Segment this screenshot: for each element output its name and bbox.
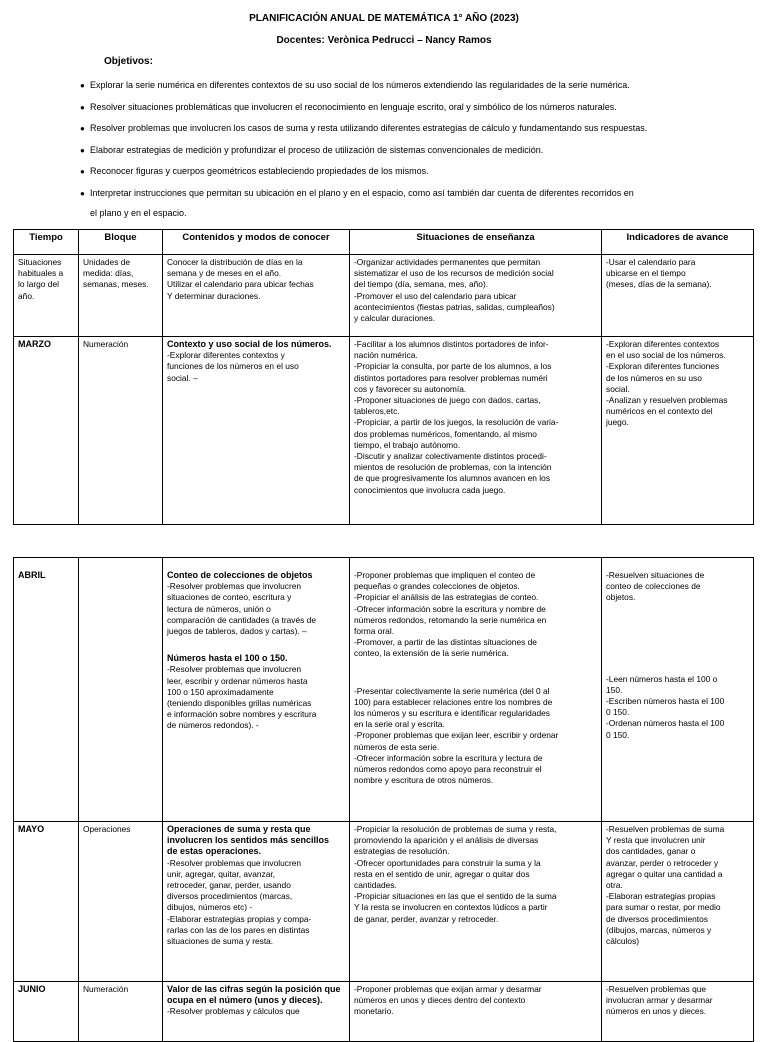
cell-text: -Facilitar a los alumnos distintos portadores de infor- nación numérica. -Propiciar la consulta, por parte de los alumnos, a los distintos portadores para resolver problemas numéri cos y favorecer su autonomía. -Proponer situaciones de juego con dados, cartas, tableros,etc. -Propiciar, a partir de los juegos, la resolución de varia- dos problemas numéricos, fomentando, al mismo tiempo, el trabajo autónomo. -Discutir y analizar colectivamente distintos procedi- mientos de resolución de problemas, con la intención de que progresivamente los alumnos avancen en los conocimientos que involucra cada juego.	[354, 339, 559, 495]
cell-text: -Presentar colectivamente la serie numérica (del 0 al 100) para establecer relaciones entre los nombres de los números y su escritura e identificar regularidades en la serie oral y escrita. -Proponer problemas que exijan leer, escribir y ordenar números de esta serie. -Ofrecer información sobre la escritura y lectura de números redondos como apoyo para reconstruir el nombre y escritura de otros números.	[354, 685, 559, 786]
cell-text: Unidades de medida: días, semanas, meses.	[83, 257, 149, 290]
table-row	[14, 982, 754, 1042]
cell-situaciones	[350, 822, 602, 982]
bullet-icon: ●	[80, 167, 85, 176]
objective-text: Explorar la serie numérica en diferentes contextos de su uso social de los números extendiendo las regularidades de la serie numérica.	[90, 80, 630, 90]
table-row	[14, 822, 754, 982]
cell-text: Conocer la distribución de días en la semana y de meses en el año. Utilizar el calendario para ubicar fechas Y determinar duraciones.	[167, 257, 314, 301]
planning-table-1	[13, 229, 754, 525]
cell-bloque	[79, 822, 163, 982]
table-row	[14, 558, 754, 822]
objective-continuation: el plano y en el espacio.	[90, 208, 187, 218]
cell-bloque	[79, 982, 163, 1042]
objective-item	[80, 144, 720, 157]
cell-text: -Proponer problemas que exijan armar y desarmar números en unos y dieces dentro del contexto monetario.	[354, 984, 542, 1017]
cell-text: -Organizar actividades permanentes que permitan sistematizar el uso de los recursos de medición social del tiempo (día, semana, mes, año). -Promover el uso del calendario para ubicar acontecimientos (fiestas patrias, salidas, cumpleaños) y calcular duraciones.	[354, 257, 555, 324]
cell-tiempo	[14, 255, 79, 337]
cell-contenidos	[163, 558, 350, 822]
objectives-label: Objetivos:	[104, 56, 153, 67]
cell-situaciones	[350, 255, 602, 337]
cell-bloque	[79, 337, 163, 525]
month-label: MARZO	[18, 339, 51, 349]
bullet-icon: ●	[80, 146, 85, 155]
planning-table-2	[13, 557, 754, 1042]
cell-text: Situaciones habituales a lo largo del año.	[18, 257, 64, 301]
bullet-icon: ●	[80, 124, 85, 133]
cell-tiempo	[14, 822, 79, 982]
cell-text: -Resuelven problemas de suma Y resta que involucren unir dos cantidades, ganar o avanzar, perder o retroceder y agregar o quitar una cantidad a otra. -Elaboran estrategias propias para sumar o restar, por medio de diversos procedimientos (dibujos, marcas, números y cálculos)	[606, 824, 725, 947]
cell-tiempo	[14, 558, 79, 822]
cell-tiempo	[14, 337, 79, 525]
cell-contenidos	[163, 255, 350, 337]
objective-text: Interpretar instrucciones que permitan su ubicación en el plano y en el espacio, como así también dar cuenta de diferentes recorridos en	[90, 188, 634, 198]
cell-indicadores	[602, 255, 754, 337]
bullet-icon: ●	[80, 103, 85, 112]
objective-text: Resolver problemas que involucren los casos de suma y resta utilizando diferentes estrategias de cálculo y fundamentando sus respuestas.	[90, 123, 648, 133]
cell-text: Numeración	[83, 339, 129, 349]
cell-text: -Exploran diferentes contextos en el uso social de los números. -Exploran diferentes funciones de los números en su uso social. -Analizan y resuelven problemas numéricos en el contexto del juego.	[606, 339, 728, 428]
content-heading: Contexto y uso social de los números.	[167, 339, 332, 349]
cell-contenidos	[163, 822, 350, 982]
col-header-tiempo: Tiempo	[14, 230, 79, 255]
bullet-icon: ●	[80, 189, 85, 198]
cell-contenidos	[163, 982, 350, 1042]
col-header-contenidos: Contenidos y modos de conocer	[163, 230, 350, 255]
cell-text: Operaciones	[83, 824, 131, 834]
document-teachers: Docentes: Verònica Pedrucci – Nancy Ramos	[276, 35, 492, 46]
objective-item	[80, 187, 720, 200]
col-header-indicadores: Indicadores de avance	[602, 230, 754, 255]
cell-tiempo	[14, 982, 79, 1042]
cell-text: -Resolver problemas que involucren unir, agregar, quitar, avanzar, retroceder, ganar, perder, usando diversos procedimientos (marcas, dibujos, números etc) - -Elaborar estrategias propias y compa- rarlas con las de los pares en distintas situaciones de suma y resta.	[167, 857, 312, 947]
cell-indicadores	[602, 822, 754, 982]
cell-contenidos	[163, 337, 350, 525]
content-heading: Operaciones de suma y resta que involucren los sentidos más sencillos de estas operaciones.	[167, 824, 330, 857]
cell-text: -Usar el calendario para ubicarse en el tiempo (meses, días de la semana).	[606, 257, 712, 290]
content-heading: Números hasta el 100 o 150.	[167, 653, 288, 664]
objective-item	[80, 165, 720, 178]
cell-situaciones	[350, 558, 602, 822]
cell-text: -Resolver problemas y cálculos que	[167, 1006, 300, 1017]
cell-text: -Resuelven problemas que involucran armar y desarmar números en unos y dieces.	[606, 984, 713, 1017]
col-header-bloque: Bloque	[79, 230, 163, 255]
cell-indicadores	[602, 337, 754, 525]
bullet-icon: ●	[80, 81, 85, 90]
cell-text: -Explorar diferentes contextos y funciones de los números en el uso social. –	[167, 350, 299, 383]
cell-text: -Propiciar la resolución de problemas de suma y resta, promoviendo la aparición y el análisis de diversas estrategias de resolución. -Ofrecer oportunidades para construir la suma y la resta en el sentido de unir, agregar o quitar dos cantidades. -Propiciar situaciones en las que el sentido de la suma Y la resta se involucren en contextos lúdicos a partir de ganar, perder, avanzar y retroceder.	[354, 824, 557, 924]
col-header-situaciones: Situaciones de enseñanza	[350, 230, 602, 255]
cell-text: -Proponer problemas que impliquen el conteo de pequeñas o grandes colecciones de objetos. -Propiciar el análisis de las estrategias de conteo. -Ofrecer información sobre la escritura y nombre de números redondos, retomando la serie numérica en forma oral. -Promover, a partir de las distintas situaciones de conteo, la extensión de la serie numérica.	[354, 570, 547, 659]
cell-indicadores	[602, 558, 754, 822]
cell-text: -Resolver problemas que involucren situaciones de conteo, escritura y lectura de números, unión o comparación de cantidades (a través de juegos de tableros, dados y cartas). –	[167, 581, 316, 637]
cell-bloque	[79, 558, 163, 822]
table-header-row	[14, 230, 754, 255]
month-label: ABRIL	[18, 570, 46, 580]
cell-bloque	[79, 255, 163, 337]
cell-text: -Leen números hasta el 100 o 150. -Escriben números hasta el 100 0 150. -Ordenan números hasta el 100 0 150.	[606, 673, 725, 740]
objective-item	[80, 122, 720, 135]
cell-situaciones	[350, 982, 602, 1042]
cell-indicadores	[602, 982, 754, 1042]
cell-text: -Resuelven situaciones de conteo de colecciones de objetos.	[606, 570, 705, 603]
objective-text: Resolver situaciones problemáticas que involucren el reconocimiento en lenguaje escrito, oral y simbólico de los números naturales.	[90, 102, 617, 112]
table-row	[14, 337, 754, 525]
objective-text: Elaborar estrategias de medición y profundizar el proceso de utilización de sistemas convencionales de medición.	[90, 145, 544, 155]
objective-item	[80, 101, 720, 114]
document-title: PLANIFICACIÓN ANUAL DE MATEMÁTICA 1° AÑO (2023)	[249, 13, 519, 24]
cell-text: Numeración	[83, 984, 129, 994]
objective-text: Reconocer figuras y cuerpos geométricos estableciendo propiedades de los mismos.	[90, 166, 429, 176]
objective-item	[80, 79, 720, 92]
content-heading: Valor de las cifras según la posición que ocupa en el número (unos y dieces).	[167, 984, 341, 1006]
content-heading: Conteo de colecciones de objetos	[167, 570, 313, 580]
month-label: JUNIO	[18, 984, 46, 994]
cell-text: -Resolver problemas que involucren leer, escribir y ordenar números hasta 100 o 150 aproximadamente (teniendo disponibles grillas numéricas e información sobre nombres y escritura de números redondos). -	[167, 664, 317, 731]
table-row	[14, 255, 754, 337]
cell-situaciones	[350, 337, 602, 525]
month-label: MAYO	[18, 824, 45, 834]
